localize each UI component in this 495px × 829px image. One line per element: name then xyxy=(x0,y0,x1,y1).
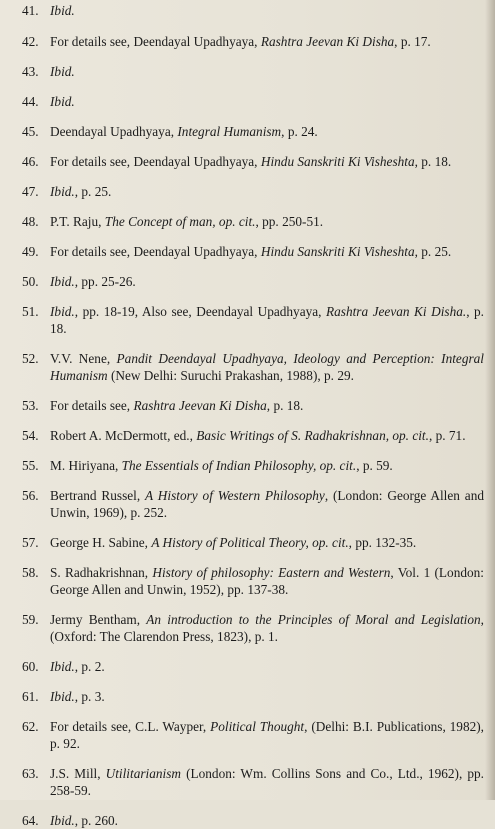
footnote-text-segment: For details see, xyxy=(50,398,134,413)
footnote-number: 47. xyxy=(22,184,39,199)
footnote-text xyxy=(50,427,484,444)
footnote-text xyxy=(50,33,484,50)
footnote-item xyxy=(22,63,484,80)
footnote-text-segment: S. Radhakrishnan, xyxy=(50,565,153,580)
footnote-text xyxy=(50,457,484,474)
footnote-item xyxy=(22,93,484,110)
footnote-text-segment: , (London: George Allen and Unwin, 1969), p. 252. xyxy=(50,488,484,520)
footnote-text xyxy=(50,658,484,675)
footnote-italic-segment: Ibid. xyxy=(50,813,75,828)
footnote-text-segment: , p. 2. xyxy=(74,659,105,674)
footnote-number: 42. xyxy=(22,34,39,49)
footnote-italic-segment: Pandit Deendayal Upadhyaya, Ideology and Perception: Integral Humanism xyxy=(50,351,484,383)
footnote-text-segment: , (Oxford: The Clarendon Press, 1823), p. 1. xyxy=(50,612,484,644)
footnote-text-segment: (New Delhi: Suruchi Prakashan, 1988), p. 29. xyxy=(107,368,354,383)
footnote-italic-segment: Integral Humanism xyxy=(177,124,282,139)
footnote-text-segment: For details see, Deendayal Upadhyaya, xyxy=(50,34,261,49)
footnote-item xyxy=(22,243,484,260)
footnote-text-segment: M. Hiriyana, xyxy=(50,458,122,473)
footnote-item xyxy=(22,658,484,675)
footnote-text xyxy=(50,2,484,19)
footnote-number: 44. xyxy=(22,94,39,109)
footnote-item xyxy=(22,123,484,140)
footnote-italic-segment: Basic Writings of S. Radhakrishnan, op. cit. xyxy=(196,428,429,443)
footnote-item xyxy=(22,397,484,414)
footnote-italic-segment: Ibid. xyxy=(50,184,75,199)
footnote-text xyxy=(50,812,484,829)
footnote-item xyxy=(22,812,484,829)
footnote-italic-segment: Ibid. xyxy=(50,659,75,674)
footnote-number: 46. xyxy=(22,154,39,169)
footnote-item xyxy=(22,350,484,384)
footnote-italic-segment: Rashtra Jeevan Ki Disha xyxy=(260,34,395,49)
footnote-item xyxy=(22,303,484,337)
footnote-text-segment: , pp. 25-26. xyxy=(74,274,136,289)
footnote-number: 62. xyxy=(22,719,39,734)
footnote-number: 57. xyxy=(22,535,39,550)
footnote-number: 48. xyxy=(22,214,39,229)
footnote-item xyxy=(22,765,484,799)
footnote-item xyxy=(22,273,484,290)
footnote-italic-segment: The Essentials of Indian Philosophy, op. cit. xyxy=(121,458,357,473)
footnote-text xyxy=(50,123,484,140)
footnote-text xyxy=(50,213,484,230)
footnote-text-segment: V.V. Nene, xyxy=(50,351,117,366)
footnote-text-segment: For details see, Deendayal Upadhyaya, xyxy=(50,154,261,169)
footnote-text-segment: , (Delhi: B.I. Publications, 1982), p. 92. xyxy=(50,719,485,751)
footnote-number: 59. xyxy=(22,612,39,627)
footnote-text-segment: For details see, Deendayal Upadhyaya, xyxy=(50,244,261,259)
footnote-number: 41. xyxy=(22,3,39,18)
footnote-text xyxy=(50,303,484,337)
footnote-text-segment: P.T. Raju, xyxy=(50,214,105,229)
footnote-text-segment: , p. 18. xyxy=(414,154,452,169)
footnote-italic-segment: An introduction to the Principles of Moral and Legislation xyxy=(146,612,481,627)
footnote-text-segment: J.S. Mill, xyxy=(50,766,106,781)
footnote-text-segment: , p. 25. xyxy=(74,184,112,199)
footnote-text-segment: (London: Wm. Collins Sons and Co., Ltd., 1962), pp. 258-59. xyxy=(50,766,484,798)
footnote-text-segment: For details see, C.L. Wayper, xyxy=(50,719,211,734)
footnote-item xyxy=(22,688,484,705)
footnote-text xyxy=(50,611,484,645)
footnote-text xyxy=(50,564,484,598)
footnote-italic-segment: Ibid. xyxy=(50,3,75,18)
footnote-text-segment: , p. 18. xyxy=(266,398,304,413)
footnote-item xyxy=(22,718,484,752)
footnote-item xyxy=(22,33,484,50)
footnote-italic-segment: Ibid. xyxy=(50,64,75,79)
footnote-number: 50. xyxy=(22,274,39,289)
footnote-italic-segment: A History of Western Philosophy xyxy=(145,488,325,503)
footnote-italic-segment: Hindu Sanskriti Ki Visheshta xyxy=(260,154,415,169)
footnote-text xyxy=(50,397,484,414)
footnote-text xyxy=(50,718,484,752)
footnote-italic-segment: Rashtra Jeevan Ki Disha xyxy=(133,398,267,413)
footnote-item xyxy=(22,183,484,200)
footnote-text-segment: , pp. 18-19, Also see, Deendayal Upadhyaya, xyxy=(74,304,326,319)
footnote-text xyxy=(50,688,484,705)
footnote-text-segment: , p. 71. xyxy=(428,428,466,443)
footnote-number: 64. xyxy=(22,813,39,828)
footnote-item xyxy=(22,611,484,645)
footnote-text-segment: , pp. 250-51. xyxy=(255,214,324,229)
footnote-text-segment: , p. 3. xyxy=(74,689,105,704)
footnote-item xyxy=(22,213,484,230)
footnote-text-segment: , p. 17. xyxy=(394,34,431,49)
footnote-italic-segment: Ibid. xyxy=(50,94,75,109)
footnote-text xyxy=(50,534,484,551)
footnote-italic-segment: Hindu Sanskriti Ki Visheshta xyxy=(260,244,415,259)
footnote-text xyxy=(50,273,484,290)
footnote-text xyxy=(50,153,484,170)
footnote-number: 58. xyxy=(22,565,39,580)
footnote-text-segment: , p. 24. xyxy=(281,124,318,139)
footnote-text-segment: Robert A. McDermott, ed., xyxy=(50,428,197,443)
footnote-italic-segment: Ibid. xyxy=(50,689,75,704)
footnote-number: 53. xyxy=(22,398,39,413)
footnote-number: 55. xyxy=(22,458,39,473)
footnote-text xyxy=(50,765,484,799)
footnote-text-segment: Bertrand Russel, xyxy=(50,488,146,503)
footnote-text-segment: , Vol. 1 (London: George Allen and Unwin, 1952), pp. 137-38. xyxy=(50,565,484,597)
footnote-text xyxy=(50,350,484,384)
footnote-number: 54. xyxy=(22,428,39,443)
footnote-number: 52. xyxy=(22,351,39,366)
footnote-text-segment: , p. 59. xyxy=(356,458,393,473)
footnote-number: 45. xyxy=(22,124,39,139)
footnote-italic-segment: Ibid. xyxy=(50,304,75,319)
footnote-item xyxy=(22,427,484,444)
footnote-text-segment: Deendayal Upadhyaya, xyxy=(50,124,178,139)
footnote-text-segment: George H. Sabine, xyxy=(50,535,152,550)
footnote-number: 51. xyxy=(22,304,39,319)
footnote-text xyxy=(50,243,484,260)
footnote-italic-segment: History of philosophy: Eastern and Western xyxy=(152,565,391,580)
footnote-item xyxy=(22,2,484,19)
footnote-italic-segment: Ibid. xyxy=(50,274,75,289)
footnote-number: 56. xyxy=(22,488,39,503)
footnote-item xyxy=(22,487,484,521)
footnote-text xyxy=(50,183,484,200)
footnote-item xyxy=(22,564,484,598)
page-edge-shadow xyxy=(485,0,495,800)
footnote-text-segment: , p. 260. xyxy=(74,813,118,828)
footnote-item xyxy=(22,534,484,551)
footnote-italic-segment: Utilitarianism xyxy=(105,766,181,781)
footnote-number: 61. xyxy=(22,689,39,704)
footnote-number: 49. xyxy=(22,244,39,259)
footnote-text xyxy=(50,487,484,521)
footnote-list xyxy=(22,2,484,829)
footnote-item xyxy=(22,153,484,170)
footnote-italic-segment: A History of Political Theory, op. cit. xyxy=(151,535,349,550)
footnote-text xyxy=(50,93,484,110)
footnote-text-segment: , p. 18. xyxy=(50,304,484,336)
footnote-number: 60. xyxy=(22,659,39,674)
footnote-item xyxy=(22,457,484,474)
footnote-italic-segment: Political Thought xyxy=(210,719,305,734)
footnote-text-segment: Jermy Bentham, xyxy=(50,612,147,627)
footnote-number: 63. xyxy=(22,766,39,781)
footnote-text-segment: , p. 25. xyxy=(414,244,452,259)
footnote-number: 43. xyxy=(22,64,39,79)
footnote-italic-segment: The Concept of man, op. cit. xyxy=(104,214,256,229)
footnote-text-segment: , pp. 132-35. xyxy=(348,535,417,550)
footnote-italic-segment: Rashtra Jeevan Ki Disha. xyxy=(326,304,467,319)
footnote-text xyxy=(50,63,484,80)
